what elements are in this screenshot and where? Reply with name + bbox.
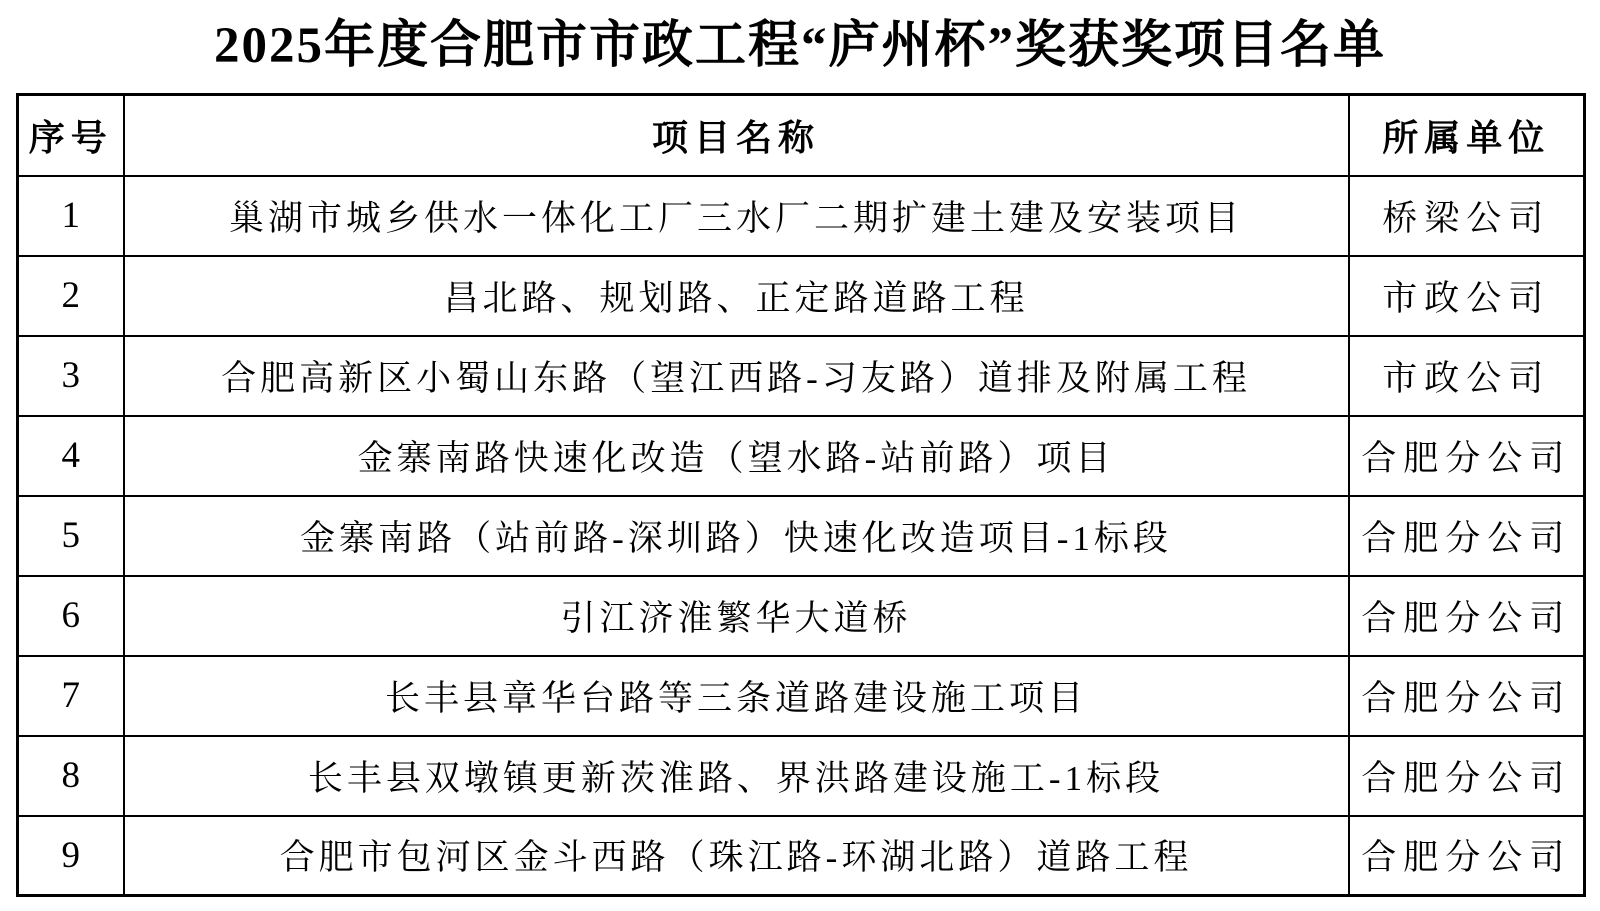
row-number-cell: 3 — [18, 336, 124, 416]
row-number-cell: 9 — [18, 816, 124, 896]
row-number-cell: 4 — [18, 416, 124, 496]
unit-cell: 桥梁公司 — [1349, 176, 1585, 256]
column-header-project-name: 项目名称 — [124, 95, 1349, 176]
unit-cell: 合肥分公司 — [1349, 576, 1585, 656]
project-name-cell: 引江济淮繁华大道桥 — [124, 576, 1349, 656]
project-name-cell: 长丰县章华台路等三条道路建设施工项目 — [124, 656, 1349, 736]
project-name-cell: 金寨南路快速化改造（望水路-站前路）项目 — [124, 416, 1349, 496]
project-name-cell: 金寨南路（站前路-深圳路）快速化改造项目-1标段 — [124, 496, 1349, 576]
table-row — [18, 816, 1585, 896]
row-number-cell: 6 — [18, 576, 124, 656]
unit-cell: 合肥分公司 — [1349, 496, 1585, 576]
row-number-cell: 2 — [18, 256, 124, 336]
row-number-cell: 5 — [18, 496, 124, 576]
column-header-unit: 所属单位 — [1349, 95, 1585, 176]
row-number-cell: 1 — [18, 176, 124, 256]
table-row — [18, 416, 1585, 496]
table-row — [18, 176, 1585, 256]
table-header-row — [18, 95, 1585, 176]
table-row — [18, 256, 1585, 336]
project-name-cell: 合肥市包河区金斗西路（珠江路-环湖北路）道路工程 — [124, 816, 1349, 896]
table-row — [18, 576, 1585, 656]
unit-cell: 市政公司 — [1349, 256, 1585, 336]
column-header-index: 序号 — [18, 95, 124, 176]
unit-cell: 合肥分公司 — [1349, 816, 1585, 896]
table-row — [18, 496, 1585, 576]
table-row — [18, 736, 1585, 816]
table-row — [18, 336, 1585, 416]
unit-cell: 合肥分公司 — [1349, 416, 1585, 496]
project-name-cell: 长丰县双墩镇更新茨淮路、界洪路建设施工-1标段 — [124, 736, 1349, 816]
project-name-cell: 昌北路、规划路、正定路道路工程 — [124, 256, 1349, 336]
unit-cell: 合肥分公司 — [1349, 736, 1585, 816]
awards-table — [16, 93, 1586, 897]
row-number-cell: 7 — [18, 656, 124, 736]
project-name-cell: 合肥高新区小蜀山东路（望江西路-习友路）道排及附属工程 — [124, 336, 1349, 416]
project-name-cell: 巢湖市城乡供水一体化工厂三水厂二期扩建土建及安装项目 — [124, 176, 1349, 256]
row-number-cell: 8 — [18, 736, 124, 816]
page-title: 2025年度合肥市市政工程“庐州杯”奖获奖项目名单 — [213, 18, 1386, 74]
unit-cell: 合肥分公司 — [1349, 656, 1585, 736]
unit-cell: 市政公司 — [1349, 336, 1585, 416]
table-row — [18, 656, 1585, 736]
